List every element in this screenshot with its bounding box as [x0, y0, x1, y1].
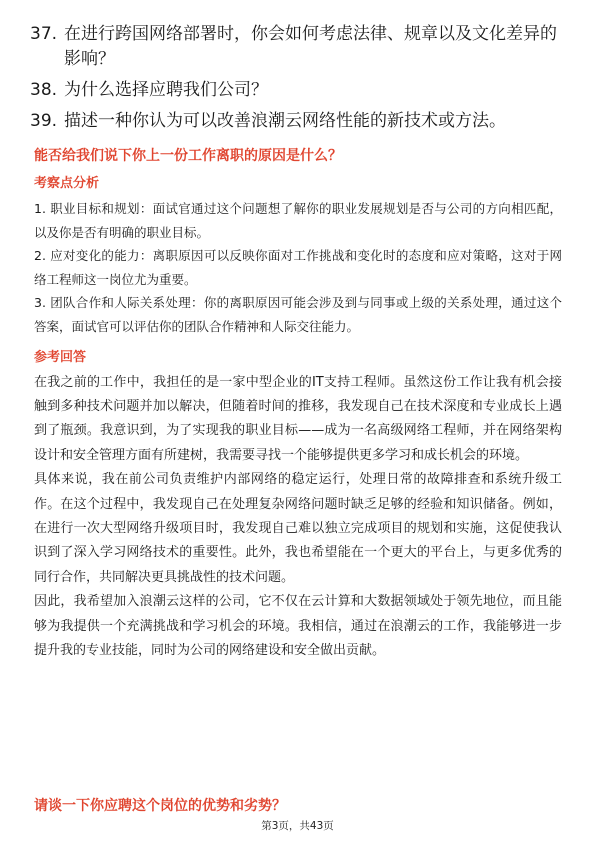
question-item — [30, 22, 570, 72]
question-title: 能否给我们说下你上一份工作离职的原因是什么？ — [34, 148, 342, 164]
question-item — [30, 78, 570, 103]
question-item — [30, 109, 570, 134]
analysis-heading: 考察点分析 — [34, 176, 100, 191]
question-section — [34, 146, 562, 663]
analysis-item: 1. 职业目标和规划：面试官通过这个问题想了解你的职业发展规划是否与公司的方向相匹配，以及你是否有明确的职业目标。 — [34, 201, 562, 240]
question-list — [30, 22, 570, 140]
analysis-item: 3. 团队合作和人际关系处理：你的离职原因可能会涉及到与同事或上级的关系处理，通过这个答案，面试官可以评估你的团队合作精神和人际交往能力。 — [34, 295, 562, 334]
answer-paragraph: 具体来说，我在前公司负责维护内部网络的稳定运行，处理日常的故障排查和系统升级工作。在这个过程中，我发现自己在处理复杂网络问题时缺乏足够的经验和知识储备。例如，在进行一次大型网络升级项目时，我发现自己难以独立完成项目的规划和实施，这促使我认识到了深入学习网络技术的重要性。此外，我也希望能在一个更大的平台上，与更多优秀的同行合作，共同解决更具挑战性的技术问题。 — [34, 472, 562, 585]
question-text: 为什么选择应聘我们公司？ — [64, 80, 268, 100]
next-question-title: 请谈一下你应聘这个岗位的优势和劣势？ — [34, 798, 286, 814]
question-number: 38. — [30, 80, 58, 100]
analysis-item: 2. 应对变化的能力：离职原因可以反映你面对工作挑战和变化时的态度和应对策略，这对于网络工程师这一岗位尤为重要。 — [34, 248, 562, 287]
answer-heading: 参考回答 — [34, 349, 87, 365]
next-question-section — [34, 796, 562, 816]
answer-paragraph: 在我之前的工作中，我担任的是一家中型企业的IT支持工程师。虽然这份工作让我有机会接触到多种技术问题并加以解决，但随着时间的推移，我发现自己在技术深度和专业成长上遇到了瓶颈。我意识到，为了实现我的职业目标——成为一名高级网络工程师，并在网络架构设计和安全管理方面有所建树，我需要寻找一个能够提供更多学习和成长机会的环境。 — [34, 374, 562, 463]
page-footer: 第3页，共43页 — [261, 820, 334, 832]
question-text: 在进行跨国网络部署时，你会如何考虑法律、规章以及文化差异的影响？ — [64, 24, 557, 69]
answer-paragraph: 因此，我希望加入浪潮云这样的公司，它不仅在云计算和大数据领域处于领先地位，而且能够为我提供一个充满挑战和学习机会的环境。我相信，通过在浪潮云的工作，我能够进一步提升我的专业技能，同时为公司的网络建设和安全做出贡献。 — [34, 594, 562, 659]
question-number: 39. — [30, 111, 58, 131]
question-number: 37. — [30, 24, 58, 44]
question-text: 描述一种你认为可以改善浪潮云网络性能的新技术或方法。 — [64, 111, 506, 131]
